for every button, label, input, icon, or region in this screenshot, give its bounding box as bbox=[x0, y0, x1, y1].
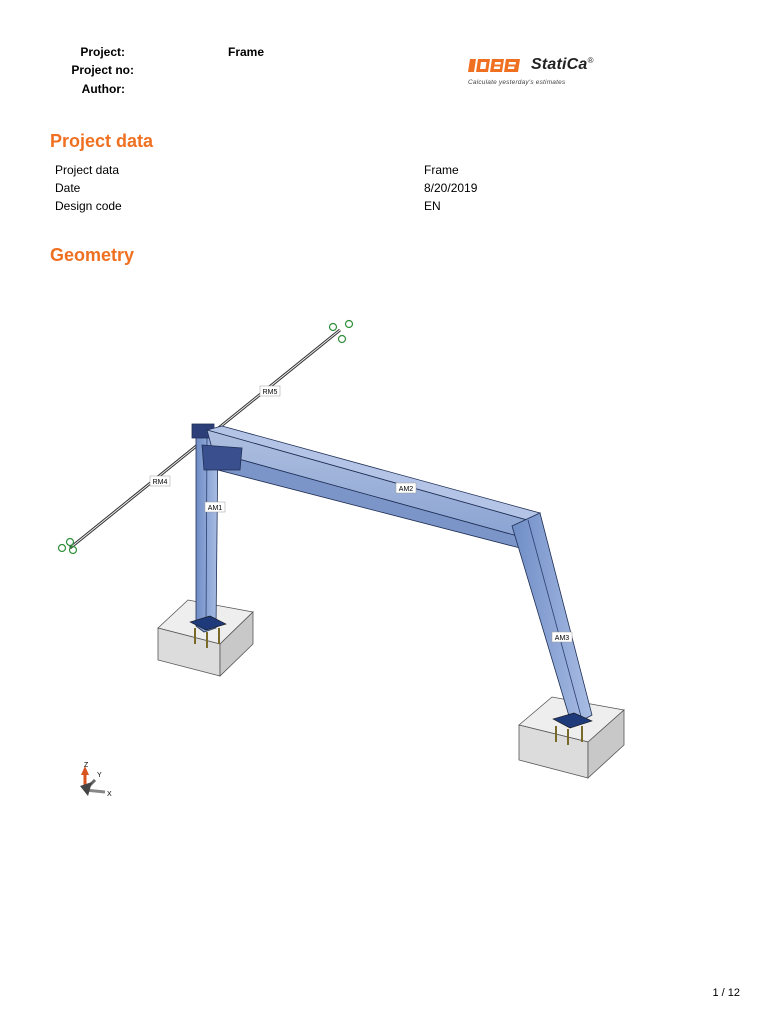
idea-statica-logo bbox=[467, 56, 607, 92]
member-label-am1 bbox=[205, 502, 225, 512]
member-label-rm5 bbox=[260, 386, 280, 396]
date-row bbox=[55, 181, 655, 199]
support-symbol-top bbox=[330, 321, 353, 343]
date-row-label: Date bbox=[55, 181, 81, 195]
geometry-title: Geometry bbox=[50, 245, 135, 265]
beam-am2 bbox=[207, 426, 540, 548]
member-label-am2 bbox=[396, 483, 416, 493]
member-label-rm4 bbox=[150, 476, 170, 486]
column-am3 bbox=[512, 513, 592, 726]
design-code-row-value: EN bbox=[424, 199, 441, 213]
page-number: 1 / 12 bbox=[712, 987, 740, 999]
svg-text:RM5: RM5 bbox=[262, 389, 278, 396]
author-label: Author: bbox=[81, 82, 125, 96]
design-code-row bbox=[55, 199, 655, 217]
design-code-row-label: Design code bbox=[55, 199, 122, 213]
svg-text:AM1: AM1 bbox=[207, 505, 223, 512]
svg-text:AM3: AM3 bbox=[554, 635, 570, 642]
project-data-row-label: Project data bbox=[55, 163, 120, 177]
project-data-row-value: Frame bbox=[424, 163, 459, 177]
project-label: Project: bbox=[80, 45, 125, 59]
axis-z-label: Z bbox=[84, 762, 89, 769]
project-data-title: Project data bbox=[50, 131, 154, 151]
project-data-row bbox=[55, 163, 655, 181]
axis-x-label: X bbox=[107, 791, 112, 798]
project-no-label: Project no: bbox=[71, 63, 134, 77]
axis-triad bbox=[80, 762, 112, 798]
frame-geometry-view bbox=[0, 290, 768, 820]
project-value: Frame bbox=[228, 45, 265, 59]
date-row-value: 8/20/2019 bbox=[424, 181, 478, 195]
logo-tagline: Calculate yesterday's estimates bbox=[468, 79, 566, 86]
knee-joint bbox=[202, 445, 242, 470]
idea-logo-icon bbox=[467, 58, 525, 73]
logo-brand-name: StatiCa® bbox=[531, 56, 594, 73]
member-label-am3 bbox=[552, 632, 572, 642]
support-symbol-bottom bbox=[59, 539, 77, 554]
svg-text:AM2: AM2 bbox=[398, 486, 414, 493]
svg-text:RM4: RM4 bbox=[152, 479, 168, 486]
axis-y-label: Y bbox=[97, 772, 102, 779]
